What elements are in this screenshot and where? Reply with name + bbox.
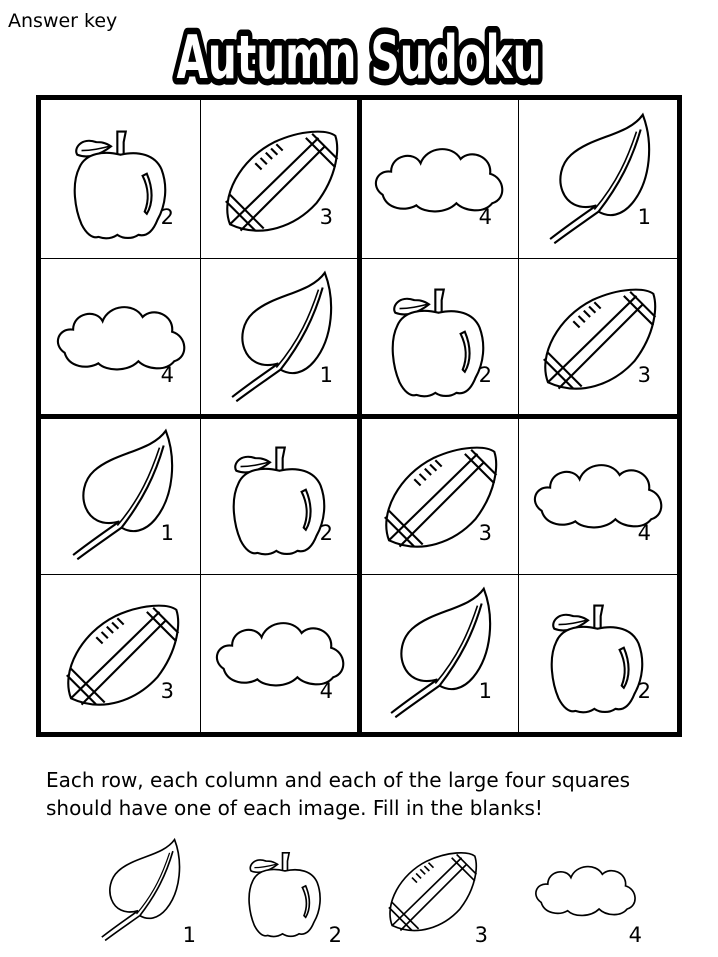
leaf-icon	[359, 574, 518, 732]
cell-number: 2	[160, 205, 174, 229]
cell-number: 4	[319, 679, 333, 703]
instructions-line-1: Each row, each column and each of the large four squares	[46, 768, 631, 792]
apple-icon	[518, 574, 677, 732]
legend-item	[64, 828, 214, 952]
football-icon	[200, 100, 359, 258]
apple-icon	[41, 100, 200, 258]
grid-cell	[518, 416, 677, 574]
grid-cell	[200, 416, 359, 574]
cloud-icon	[359, 100, 518, 258]
cell-number: 3	[160, 679, 174, 703]
cell-number: 4	[637, 521, 651, 545]
grid-cell	[41, 258, 200, 416]
cloud-icon	[41, 258, 200, 416]
cell-number: 1	[319, 363, 333, 387]
legend-number: 1	[182, 923, 196, 947]
cell-number: 1	[637, 205, 651, 229]
cell-number: 2	[478, 363, 492, 387]
cell-number: 3	[478, 521, 492, 545]
cloud-icon	[200, 574, 359, 732]
cell-number: 4	[160, 363, 174, 387]
grid-cell	[200, 100, 359, 258]
legend-number: 3	[474, 923, 488, 947]
grid-cell	[518, 258, 677, 416]
legend-item	[510, 828, 660, 952]
grid-cell	[359, 574, 518, 732]
legend-number: 4	[628, 923, 642, 947]
grid-cell	[200, 574, 359, 732]
grid-line-horizontal	[41, 574, 677, 575]
answer-key-label: Answer key	[8, 10, 118, 32]
grid-line-vertical	[518, 100, 519, 732]
legend-item	[210, 828, 360, 952]
instructions	[46, 766, 686, 822]
box-divider-horizontal	[41, 414, 677, 419]
grid-cell	[359, 100, 518, 258]
page-title-text: Autumn Sudoku	[176, 23, 542, 92]
cell-number: 2	[637, 679, 651, 703]
cell-number: 4	[478, 205, 492, 229]
leaf-icon	[41, 416, 200, 574]
apple-icon	[359, 258, 518, 416]
grid-cell	[359, 258, 518, 416]
cell-number: 1	[160, 521, 174, 545]
cell-number: 2	[319, 521, 333, 545]
cell-number: 3	[637, 363, 651, 387]
football-icon	[41, 574, 200, 732]
sudoku-grid	[36, 95, 682, 737]
football-icon	[518, 258, 677, 416]
legend-item	[356, 828, 506, 952]
grid-cell	[200, 258, 359, 416]
page-title	[0, 6, 718, 92]
apple-icon	[200, 416, 359, 574]
football-icon	[359, 416, 518, 574]
legend-number: 2	[328, 923, 342, 947]
grid-cell	[41, 574, 200, 732]
leaf-icon	[518, 100, 677, 258]
leaf-icon	[200, 258, 359, 416]
grid-cell	[518, 100, 677, 258]
cell-number: 3	[319, 205, 333, 229]
cloud-icon	[518, 416, 677, 574]
grid-cell	[41, 416, 200, 574]
cell-number: 1	[478, 679, 492, 703]
grid-cell	[359, 416, 518, 574]
grid-cell	[41, 100, 200, 258]
grid-cell	[518, 574, 677, 732]
instructions-line-2: should have one of each image. Fill in the blanks!	[46, 796, 543, 820]
